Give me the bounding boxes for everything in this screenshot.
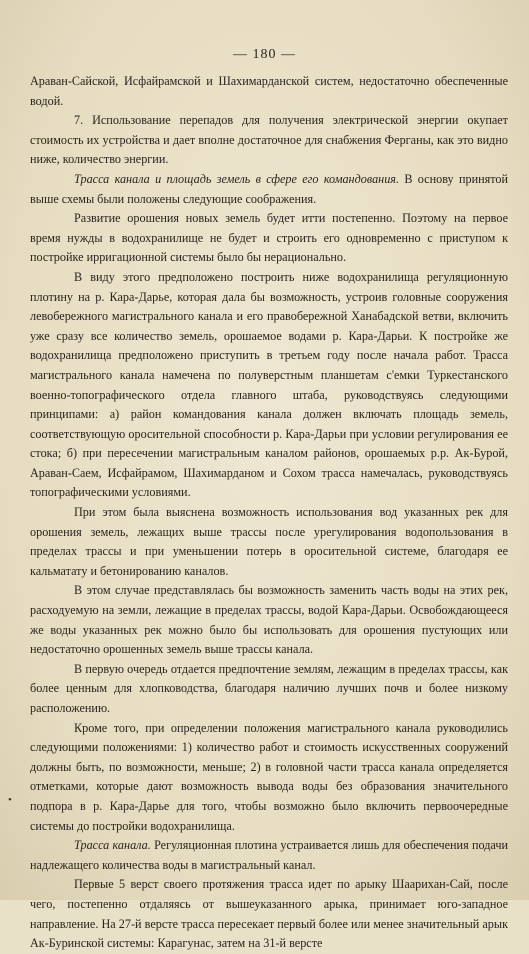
paragraph: В этом случае представлялась бы возможность заменить часть воды на этих рек, расходуемую на земли, лежащие в пределах трассы, водой Кара-Дарьи. Освобождающееся же воды указанных рек можно было бы использовать для орошения пустующих или недостаточно орошенных земель выше трассы канала. <box>30 583 508 657</box>
paragraph: Развитие орошения новых земель будет итти постепенно. Поэтому на первое время нужды в водохранилище не будет и строить его одновременно с приступом к постройке ирригационной системы было бы нерационально. <box>30 211 508 265</box>
margin-mark-icon: • <box>8 794 12 806</box>
paragraph: Первые 5 верст своего протяжения трасса идет по арыку Шаарихан-Сай, после чего, постепенно отдаляясь от вышеуказанного арыка, принимает юго-западное направление. На 27-й версте трасса пересекает первый более или менее значительный арык Ак-Буринской системы: Карагунас, затем на 31-й версте <box>30 877 508 951</box>
paragraph: В виду этого предположено построить ниже водохранилища регуляционную плотину на р. Кара-Дарье, которая дала бы возможность, устроив головные сооружения левобережного магистрального канала и его правобережной Ханабадской ветви, включить уже сразу все количество земель, орошаемое водами р. Кара-Дарьи. К постройке же водохранилища предположено приступить в третьем году после начала работ. Трасса магистрального канала намечена по полуверстным планшетам с'емки Туркестанского военно-топографического отдела главного штаба, руководствуясь следующими принципами: а) район командования канала должен включать площадь земель, соответствующую оросительной способности р. Кара-Дарьи при условии регулирования ее стока; б) при пересечении магистральным каналом районов, орошаемых р.р. Ак-Бурой, Араван-Саем, Исфайрамом, Шахимарданом и Сохом трасса намечалась, руководствуясь топографическими условиями. <box>30 269 508 500</box>
paragraph: Трасса канала и площадь земель в сфере его командования. В основу принятой выше схемы были положены следующие соображения. <box>30 171 508 206</box>
paragraph: При этом была выяснена возможность использования вод указанных рек для орошения земель, лежащих выше трассы после урегулирования водопользования в пределах трассы и при уменьшении потерь в оросительной системе, благодаря ее кальматату и бетонированию каналов. <box>30 505 508 578</box>
paragraph: 7. Использование перепадов для получения электрической энергии окупает стоимость их устройства и дает вполне достаточное для снабжения Ферганы, как это видно ниже, количество энергии. <box>30 113 508 167</box>
page-number: — 180 — <box>233 47 296 62</box>
paragraph: Араван-Сайской, Исфайрамской и Шахимарданской систем, недостаточно обеспеченные водой. <box>30 74 508 108</box>
paragraph: В первую очередь отдается предпочтение землям, лежащим в пределах трассы, как более ценным для хлопководства, благодаря наличию лучших почв и более низкому расположению. <box>30 661 508 715</box>
paragraph: Кроме того, при определении положения магистрального канала руководились следующими положениями: 1) количество работ и стоимость искусственных сооружений должны быть, по возможности, меньше; 2) в головной части трасса канала определяется отметками, которые дают возможность вывода воды без образования значительного подпора в р. Кара-Дарье для того, чтобы возможно было включить первоочередные системы до постройки водохранилища. <box>30 720 508 833</box>
body-text <box>30 72 508 954</box>
paragraph: Трасса канала. Регуляционная плотина устраивается лишь для обеспечения подачи надлежащего количества воды в магистральный канал. <box>30 838 508 872</box>
section-heading: Трасса канала и площадь земель в сфере его командования. <box>74 171 400 186</box>
section-heading: Трасса канала. <box>74 838 151 853</box>
